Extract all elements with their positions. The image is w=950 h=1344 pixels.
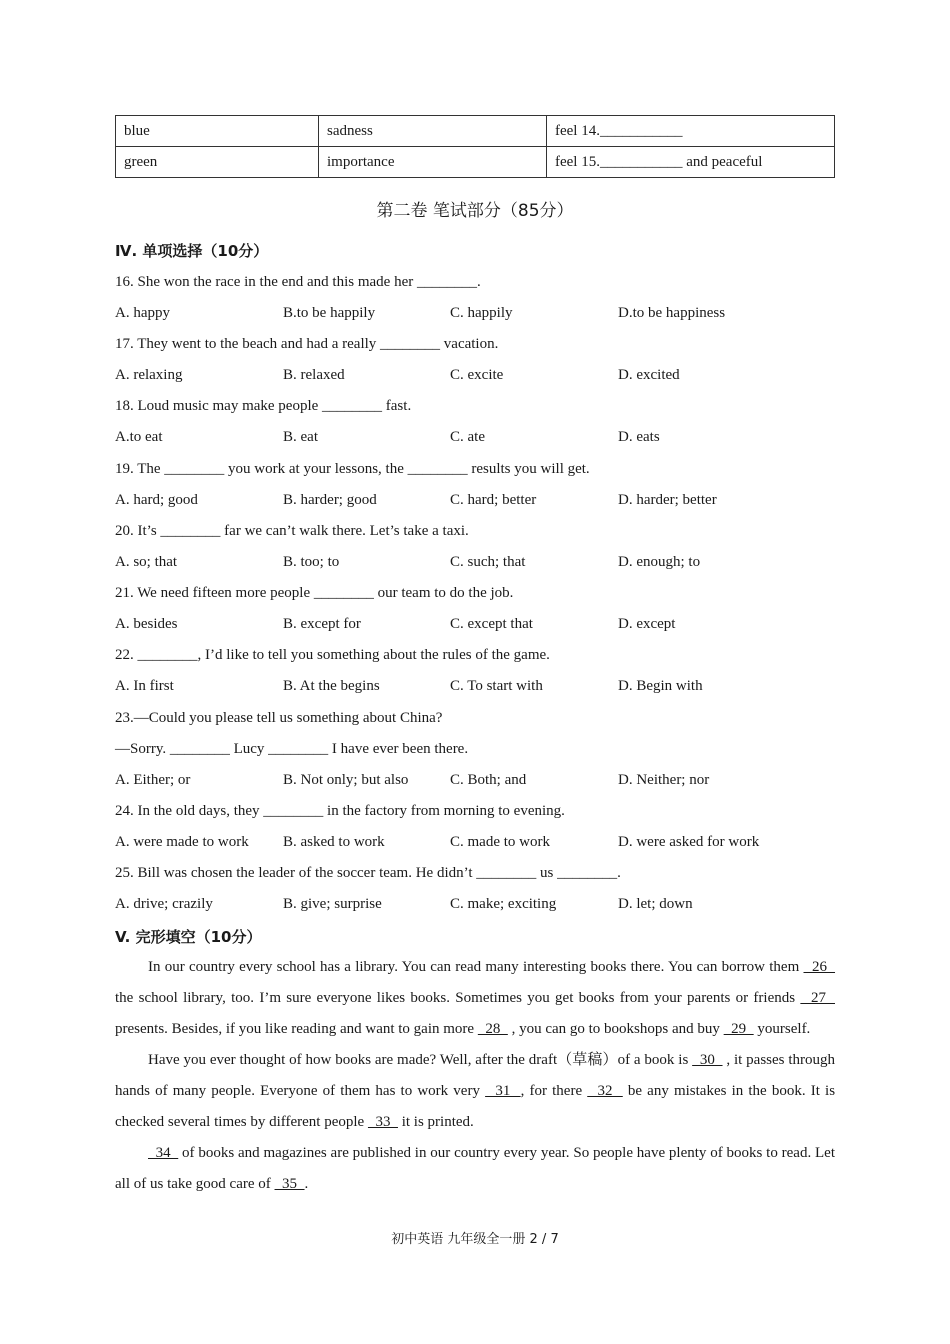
option: C. happily: [450, 305, 513, 321]
option: C. To start with: [450, 678, 543, 694]
option: A. Either; or: [115, 772, 191, 788]
options-row: [115, 770, 835, 790]
option: B.to be happily: [283, 305, 376, 321]
option: D.to be happiness: [618, 305, 726, 321]
options-row: [115, 427, 835, 447]
text: the school library, too. I’m sure everyone likes books. Sometimes you get books from your parents or friends: [115, 990, 801, 1006]
text: In our country every school has a library. You can read many interesting books there. You can borrow them: [148, 959, 804, 975]
option: B. relaxed: [283, 367, 345, 383]
options-row: [115, 490, 835, 510]
text: of books and magazines are published in our country every year. So people have plenty of books to read. Let all of us take good care of: [115, 1145, 835, 1192]
color-feeling-table: [115, 115, 835, 178]
option: D. enough; to: [618, 554, 701, 570]
question-text: 19. The ________ you work at your lessons, the ________ results you will get.: [115, 461, 590, 477]
option: C. hard; better: [450, 492, 537, 508]
option: B. except for: [283, 616, 361, 632]
section-heading: V. 完形填空（10分）: [115, 928, 262, 946]
table-cell: sadness: [319, 116, 547, 147]
option: B. asked to work: [283, 834, 385, 850]
option: A. drive; crazily: [115, 896, 213, 912]
blank-34: 34: [148, 1145, 179, 1161]
question-text: 20. It’s ________ far we can’t walk there. Let’s take a taxi.: [115, 523, 469, 539]
part-title: 第二卷 笔试部分（85分）: [376, 201, 574, 221]
table-cell: green: [116, 147, 319, 178]
option: B. At the begins: [283, 678, 380, 694]
option: C. except that: [450, 616, 533, 632]
question-text: 22. ________, I’d like to tell you something about the rules of the game.: [115, 647, 550, 663]
options-row: [115, 614, 835, 634]
question-text: 23.—Could you please tell us something about China?: [115, 710, 443, 726]
blank-30: 30: [692, 1052, 723, 1068]
text: .: [304, 1176, 309, 1192]
option: A. besides: [115, 616, 178, 632]
blank-28: 28: [477, 1021, 508, 1037]
option: A. were made to work: [115, 834, 249, 850]
options-row: [115, 676, 835, 696]
text: yourself.: [753, 1021, 811, 1037]
option: D. except: [618, 616, 676, 632]
paragraph: [115, 952, 835, 1045]
question-text: 16. She won the race in the end and this made her ________.: [115, 274, 481, 290]
blank-31: 31: [485, 1083, 521, 1099]
option: C. such; that: [450, 554, 526, 570]
blank-35: 35: [274, 1176, 305, 1192]
table-row: [116, 116, 835, 147]
blank-27: 27: [800, 990, 835, 1006]
option: D. were asked for work: [618, 834, 760, 850]
option: D. eats: [618, 429, 660, 445]
option: A. In first: [115, 678, 174, 694]
text: it is printed.: [397, 1114, 474, 1130]
option: A. relaxing: [115, 367, 183, 383]
option: A. so; that: [115, 554, 178, 570]
question-text-reply: —Sorry. ________ Lucy ________ I have ever been there.: [115, 741, 469, 757]
blank-33: 33: [367, 1114, 398, 1130]
text: , for there: [520, 1083, 588, 1099]
option: A.to eat: [115, 429, 163, 445]
question-text: 25. Bill was chosen the leader of the soccer team. He didn’t ________ us ________.: [115, 865, 621, 881]
question-text: 18. Loud music may make people ________ fast.: [115, 398, 412, 414]
text: , it passes through hands of many people. Everyone of them has to work very: [115, 1052, 835, 1099]
option: B. Not only; but also: [283, 772, 409, 788]
option: D. Neither; nor: [618, 772, 710, 788]
option: B. harder; good: [283, 492, 377, 508]
text: , you can go to bookshops and buy: [507, 1021, 724, 1037]
option: C. excite: [450, 367, 504, 383]
table-cell: feel 15.___________ and peaceful: [547, 147, 835, 178]
options-row: [115, 552, 835, 572]
option: D. harder; better: [618, 492, 717, 508]
options-row: [115, 894, 835, 914]
option: D. Begin with: [618, 678, 703, 694]
options-row: [115, 365, 835, 385]
table-row: [116, 147, 835, 178]
options-row: [115, 832, 835, 852]
option: D. excited: [618, 367, 680, 383]
table-cell: feel 14.___________: [547, 116, 835, 147]
table-cell: importance: [319, 147, 547, 178]
paragraph: [115, 1045, 835, 1138]
paragraph: [115, 1138, 835, 1200]
option: B. too; to: [283, 554, 340, 570]
question-text: 21. We need fifteen more people ________ our team to do the job.: [115, 585, 514, 601]
option: B. eat: [283, 429, 318, 445]
blank-26: 26: [803, 959, 836, 975]
text: presents. Besides, if you like reading and want to gain more: [115, 1021, 478, 1037]
text: be any mistakes in the book. It is checked several times by different people: [115, 1083, 836, 1130]
option: D. let; down: [618, 896, 693, 912]
option: A. happy: [115, 305, 170, 321]
blank-29: 29: [723, 1021, 754, 1037]
section-heading: Ⅳ. 单项选择（10分）: [115, 242, 269, 260]
option: C. made to work: [450, 834, 550, 850]
blank-32: 32: [587, 1083, 623, 1099]
question-text: 24. In the old days, they ________ in the factory from morning to evening.: [115, 803, 565, 819]
page-footer: 初中英语 九年级全一册 2 / 7: [391, 1232, 559, 1247]
options-row: [115, 303, 835, 323]
option: B. give; surprise: [283, 896, 382, 912]
cloze-passage: [115, 952, 835, 1200]
option: C. make; exciting: [450, 896, 557, 912]
table-cell: blue: [116, 116, 319, 147]
option: A. hard; good: [115, 492, 198, 508]
option: C. ate: [450, 429, 485, 445]
text: Have you ever thought of how books are made? Well, after the draft（草稿）of a book is: [148, 1052, 693, 1068]
question-text: 17. They went to the beach and had a really ________ vacation.: [115, 336, 499, 352]
option: C. Both; and: [450, 772, 527, 788]
